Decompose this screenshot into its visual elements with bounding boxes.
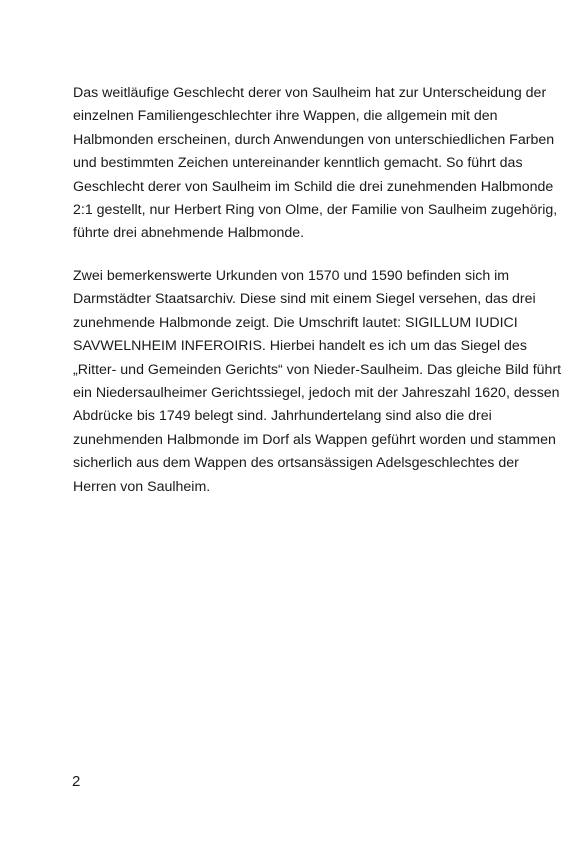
text-line: sicherlich aus dem Wappen des ortsansässigen Adelsgeschlechtes der [73, 455, 519, 472]
text-line: 2:1 gestellt, nur Herbert Ring von Olme, der Familie von Saulheim zugehörig, [73, 202, 558, 219]
text-line: und bestimmten Zeichen untereinander kenntlich gemacht. So führt das [73, 155, 523, 172]
text-line: führte drei abnehmende Halbmonde. [73, 225, 305, 242]
text-line: Herren von Saulheim. [73, 478, 211, 495]
page-number: 2 [72, 773, 81, 790]
text-line: Darmstädter Staatsarchiv. Diese sind mit einem Siegel versehen, das drei [73, 291, 536, 308]
text-line: zunehmenden Halbmonde im Dorf als Wappen geführt worden und stammen [73, 431, 556, 448]
text-line: Das weitläufige Geschlecht derer von Saulheim hat zur Unterscheidung der [73, 85, 547, 101]
text-line: zunehmende Halbmonde zeigt. Die Umschrift lautet: SIGILLUM IUDICI [73, 314, 518, 331]
text-line: ein Niedersaulheimer Gerichtssiegel, jedoch mit der Jahreszahl 1620, dessen [73, 385, 560, 402]
text-line: Abdrücke bis 1749 belegt sind. Jahrhundertelang sind also die drei [73, 408, 492, 425]
paragraph-documents-seal [73, 265, 562, 499]
text-line: Zwei bemerkenswerte Urkunden von 1570 und 1590 befinden sich im [73, 268, 510, 284]
text-line: Halbmonden erscheinen, durch Anwendungen von unterschiedlichen Farben [73, 131, 555, 148]
text-line: SAVWELNHEIM INFEROIRIS. Hierbei handelt es ich um das Siegel des [73, 338, 527, 355]
paragraph-coat-of-arms [73, 82, 558, 246]
text-line: einzelnen Familiengeschlechter ihre Wappen, die allgemein mit den [73, 108, 498, 125]
text-line: Geschlecht derer von Saulheim im Schild die drei zunehmenden Halbmonde [73, 178, 554, 195]
text-line: „Ritter- und Gemeinden Gerichts“ von Nieder-Saulheim. Das gleiche Bild führt [73, 361, 562, 378]
